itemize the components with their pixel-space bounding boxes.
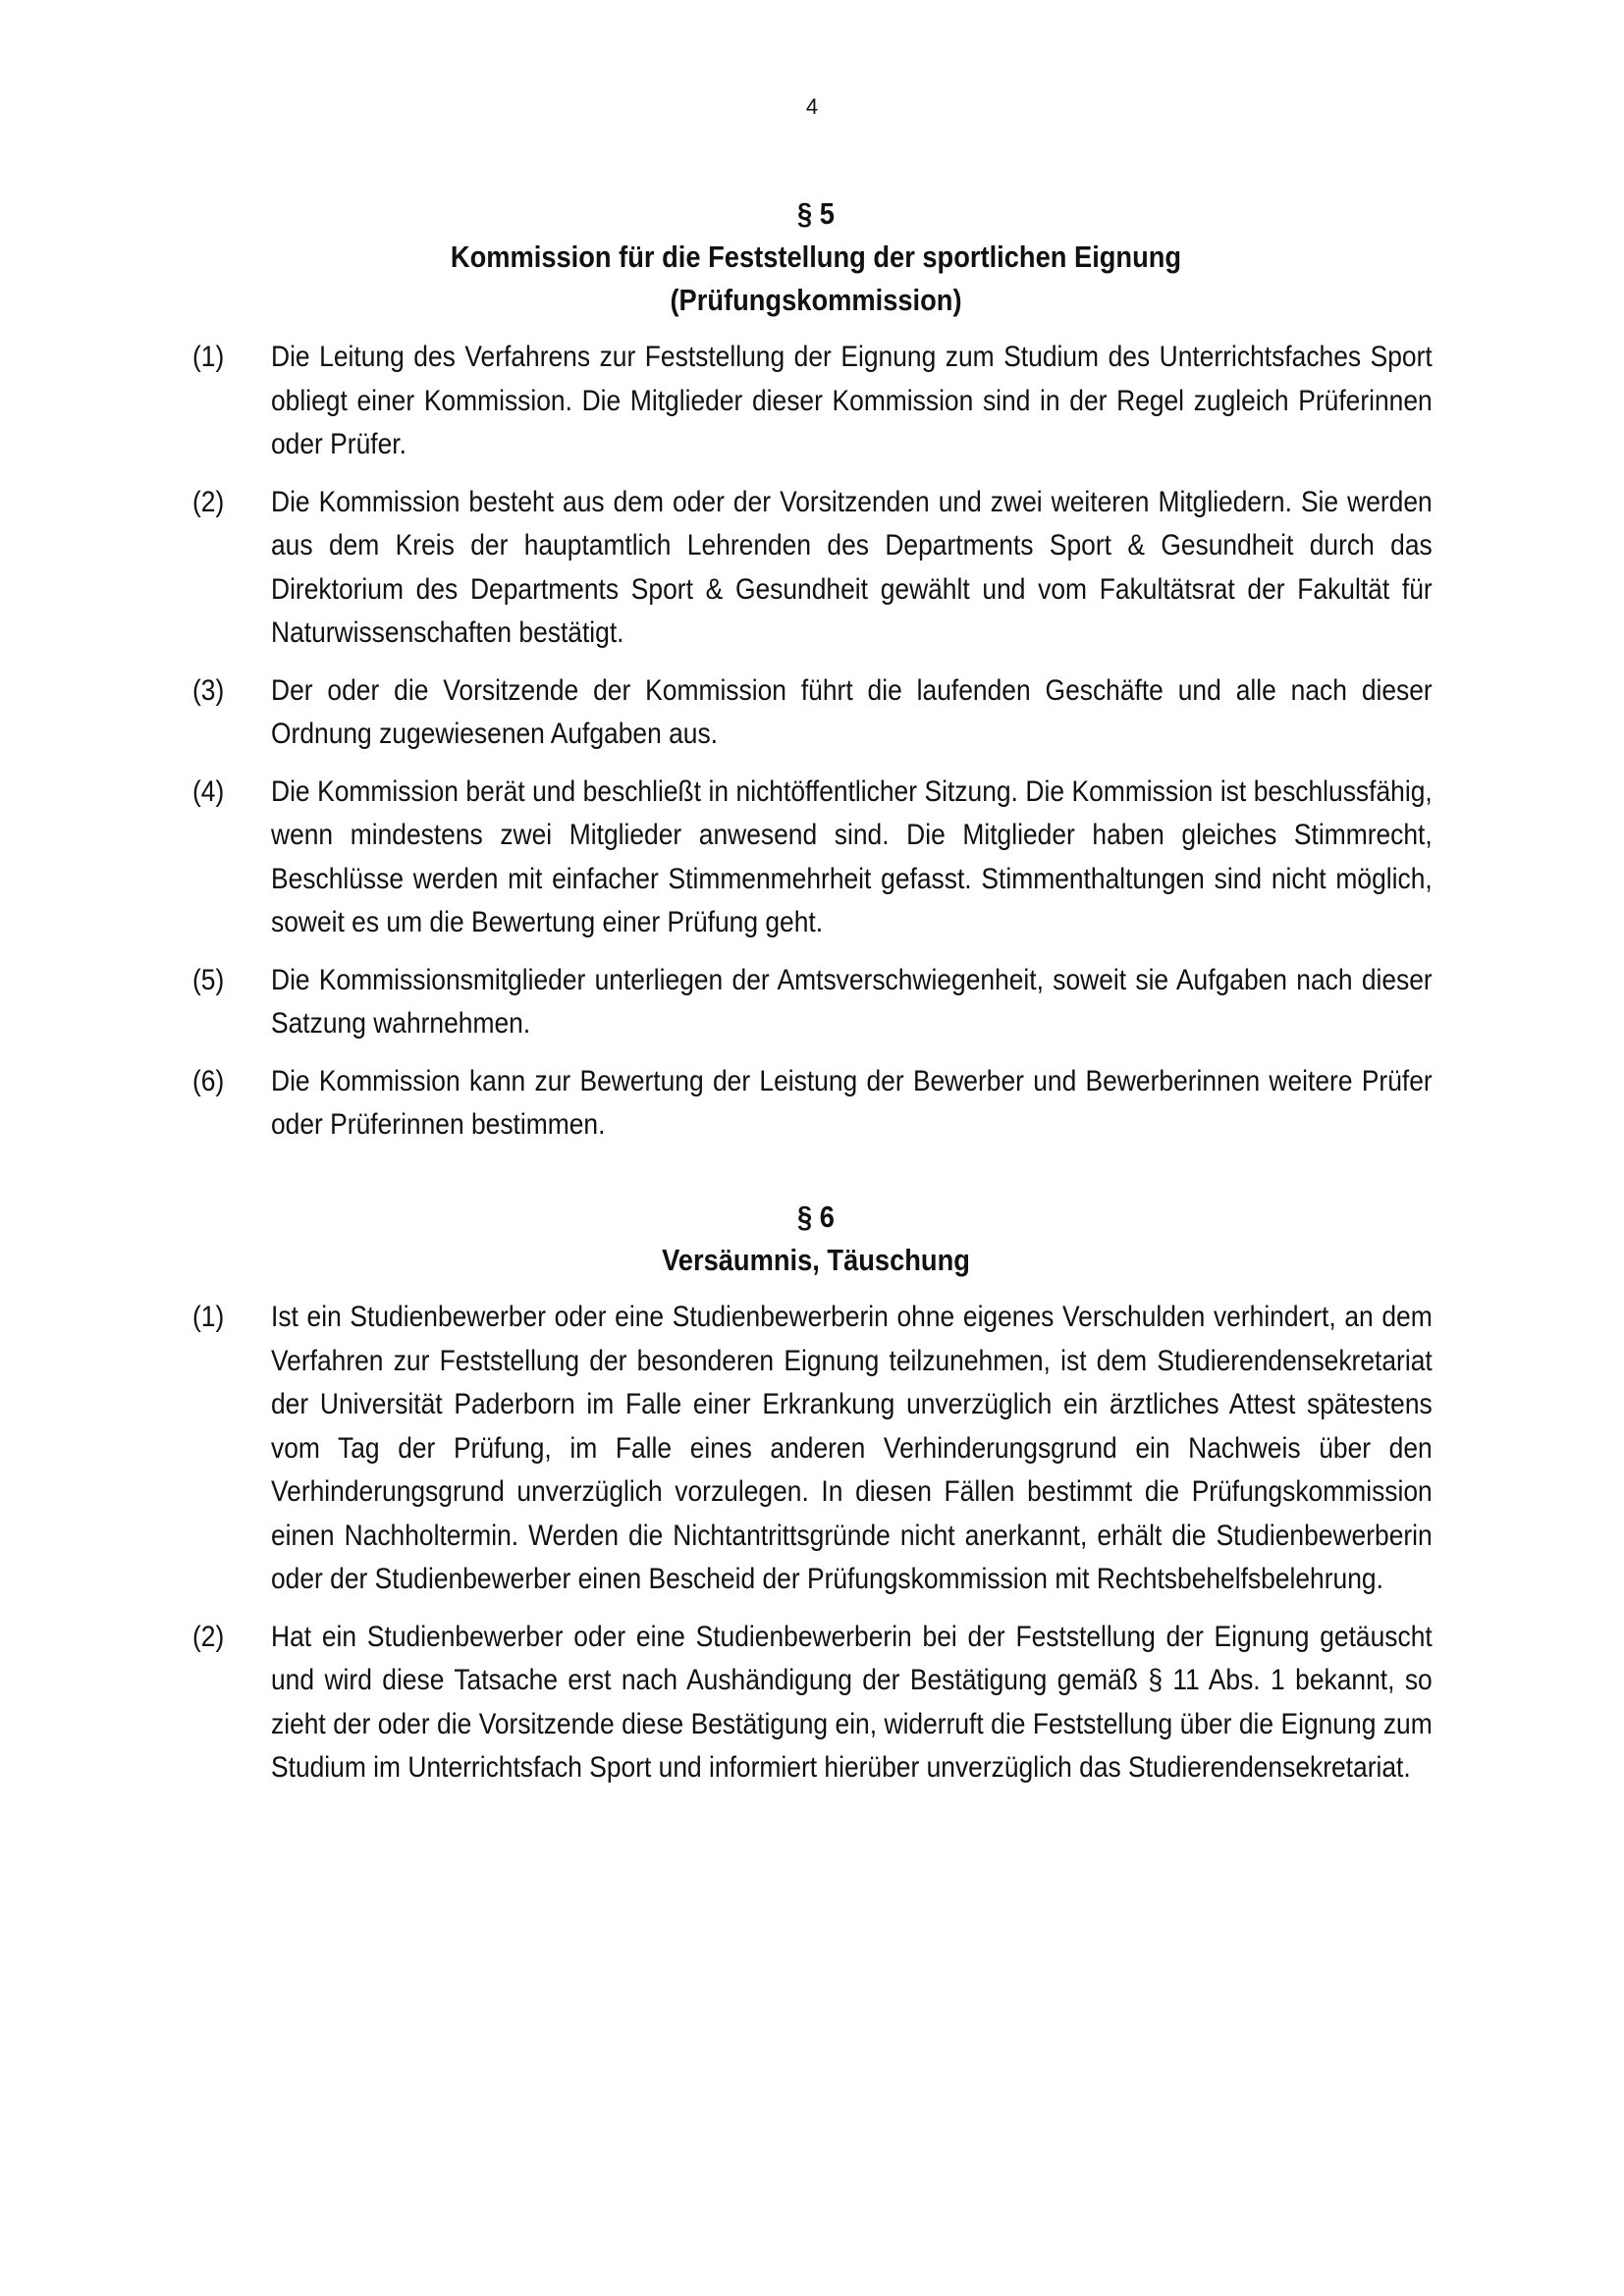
paragraph xyxy=(192,959,1439,1046)
paragraph xyxy=(192,771,1439,945)
paragraph-number: (5) xyxy=(192,963,225,996)
section-6 xyxy=(192,1196,1439,1790)
paragraph xyxy=(192,1296,1439,1602)
paragraph xyxy=(192,1060,1439,1148)
section-5 xyxy=(192,192,1439,1148)
paragraph-number: (2) xyxy=(192,485,225,518)
paragraph-number: (2) xyxy=(192,1620,225,1653)
paragraph-text: Die Kommission berät und beschließt in nichtöffentlicher Sitzung. Die Kommission ist beschlussfähig, wenn mindestens zwei Mitglieder anwesend sind. Die Mitglieder haben gleiches Stimmrecht, Beschlüsse werden mit einfacher Stimmenmehrheit gefasst. Stimmenthaltungen sind nicht möglich, soweit es um die Bewertung einer Prüfung geht. xyxy=(271,774,1433,938)
paragraph-text: Ist ein Studienbewerber oder eine Studienbewerberin ohne eigenes Verschulden verhindert, an dem Verfahren zur Feststellung der besonderen Eignung teilzunehmen, ist dem Studierendensekretariat der Universität Paderborn im Falle einer Erkrankung unverzüglich ein ärztliches Attest spätestens vom Tag der Prüfung, im Falle eines anderen Verhinderungsgrund ein Nachweis über den Verhinderungsgrund unverzüglich vorzulegen. In diesen Fällen bestimmt die Prüfungskommission einen Nachholtermin. Werden die Nichtantrittsgründe nicht anerkannt, erhält die Studienbewerberin oder der Studienbewerber einen Bescheid der Prüfungskommission mit Rechtsbehelfsbelehrung. xyxy=(271,1301,1433,1595)
section-title: Kommission für die Feststellung der sportlichen Eignung xyxy=(450,240,1182,274)
paragraph xyxy=(192,1616,1439,1790)
paragraph-number: (4) xyxy=(192,774,225,808)
paragraph-text: Die Kommission besteht aus dem oder der Vorsitzenden und zwei weiteren Mitgliedern. Sie werden aus dem Kreis der hauptamtlich Lehrenden des Departments Sport & Gesundheit durch das Direktorium des Departments Sport & Gesundheit gewählt und vom Fakultätsrat der Fakultät für Naturwissenschaften bestätigt. xyxy=(271,485,1433,649)
paragraph xyxy=(192,481,1439,656)
section-subtitle: (Prüfungskommission) xyxy=(670,283,962,317)
section-symbol: § 5 xyxy=(797,196,835,231)
section-symbol: § 6 xyxy=(797,1200,835,1234)
paragraph-text: Der oder die Vorsitzende der Kommission führt die laufenden Geschäfte und alle nach dieser Ordnung zugewiesenen Aufgaben aus. xyxy=(271,673,1433,750)
paragraph-text: Die Kommissionsmitglieder unterliegen der Amtsverschwiegenheit, soweit sie Aufgaben nach dieser Satzung wahrnehmen. xyxy=(271,963,1433,1040)
paragraph-text: Die Kommission kann zur Bewertung der Leistung der Bewerber und Bewerberinnen weitere Prüfer oder Prüferinnen bestimmen. xyxy=(271,1064,1433,1141)
paragraph-text: Hat ein Studienbewerber oder eine Studienbewerberin bei der Feststellung der Eignung getäuscht und wird diese Tatsache erst nach Aushändigung der Bestätigung gemäß § 11 Abs. 1 bekannt, so zieht der oder die Vorsitzende diese Bestätigung ein, widerruft die Feststellung über die Eignung zum Studium im Unterrichtsfach Sport und informiert hierüber unverzüglich das Studierendensekretariat. xyxy=(271,1620,1433,1784)
section-title: Versäumnis, Täuschung xyxy=(662,1243,970,1277)
paragraph-number: (6) xyxy=(192,1064,225,1097)
paragraph-number: (1) xyxy=(192,1301,225,1333)
page-number: 4 xyxy=(805,94,819,119)
paragraph-number: (3) xyxy=(192,673,225,707)
paragraph xyxy=(192,669,1439,757)
paragraph xyxy=(192,336,1439,467)
paragraph-text: Die Leitung des Verfahrens zur Feststellung der Eignung zum Studium des Unterrichtsfaches Sport obliegt einer Kommission. Die Mitglieder dieser Kommission sind in der Regel zugleich Prüferinnen oder Prüfer. xyxy=(271,341,1433,460)
paragraph-number: (1) xyxy=(192,341,225,373)
